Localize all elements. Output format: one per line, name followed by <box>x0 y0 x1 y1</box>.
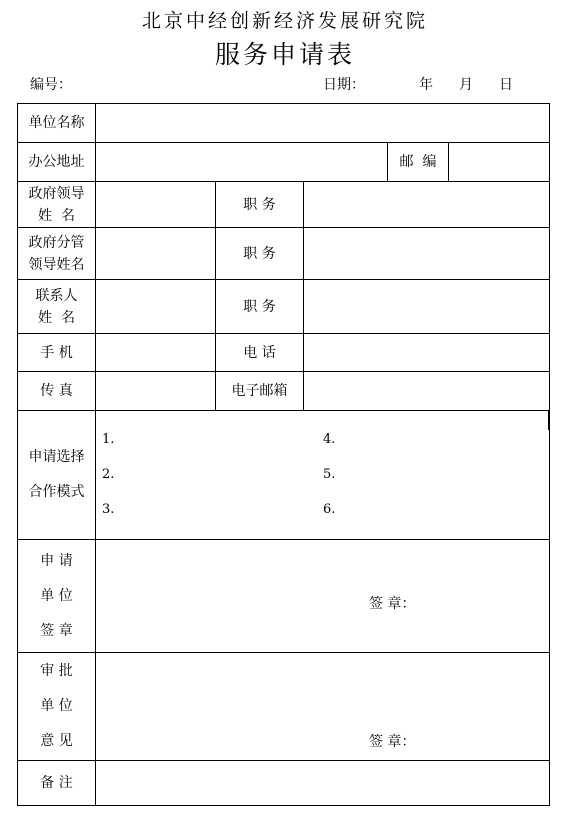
applicant-seal-label <box>18 540 96 653</box>
row-contact <box>18 280 550 334</box>
cooperation-mode-label-line2: 合作模式 <box>28 484 85 500</box>
approval-label <box>18 653 96 761</box>
contact-position-field[interactable] <box>304 280 550 334</box>
row-gov-leader <box>18 182 550 228</box>
applicant-seal-field[interactable] <box>96 540 550 653</box>
row-applicant-seal <box>18 540 550 653</box>
option-1[interactable]: 1. <box>102 432 115 447</box>
application-form-table <box>17 103 550 806</box>
position-label-2: 职 务 <box>216 228 304 280</box>
number-label: 编号： <box>30 77 72 93</box>
gov-deputy-field[interactable] <box>96 228 216 280</box>
applicant-seal-line1: 申 请 <box>40 552 73 569</box>
fax-label: 传 真 <box>18 372 96 411</box>
cooperation-mode-options <box>96 411 550 540</box>
month-label: 月 <box>459 77 473 93</box>
phone-field[interactable] <box>304 334 550 372</box>
row-unit-name <box>18 104 550 143</box>
option-6[interactable]: 6. <box>323 502 336 517</box>
fax-field[interactable] <box>96 372 216 411</box>
applicant-seal-line3: 签 章 <box>40 622 73 639</box>
approval-seal-text: 签 章： <box>369 734 416 750</box>
applicant-seal-text: 签 章： <box>369 596 416 612</box>
phone-label: 电 话 <box>216 334 304 372</box>
gov-leader-label <box>18 182 96 228</box>
gov-deputy-label-line2: 领导姓名 <box>28 256 85 273</box>
postcode-label: 邮 编 <box>388 143 449 182</box>
form-title: 服务申请表 <box>214 40 355 69</box>
mobile-field[interactable] <box>96 334 216 372</box>
year-label: 年 <box>419 77 433 93</box>
approval-label-line1: 审 批 <box>40 663 73 679</box>
office-address-field[interactable] <box>96 143 388 182</box>
position-label-1: 职 务 <box>216 182 304 228</box>
approval-field[interactable] <box>96 653 550 761</box>
option-5[interactable]: 5. <box>323 467 336 482</box>
remarks-field[interactable] <box>96 761 550 806</box>
office-address-label: 办公地址 <box>18 143 96 182</box>
unit-name-label: 单位名称 <box>18 104 96 143</box>
unit-name-field[interactable] <box>96 104 550 143</box>
row-fax <box>18 372 550 411</box>
gov-leader-field[interactable] <box>96 182 216 228</box>
organization-name: 北京中经创新经济发展研究院 <box>141 10 428 32</box>
day-label: 日 <box>499 77 513 93</box>
row-gov-deputy <box>18 228 550 280</box>
cooperation-mode-label-line1: 申请选择 <box>28 449 85 465</box>
row-office-address <box>18 143 550 182</box>
contact-name-field[interactable] <box>96 280 216 334</box>
row-cooperation-mode <box>18 411 550 540</box>
approval-label-line3: 意 见 <box>40 733 73 749</box>
email-label: 电子邮箱 <box>216 372 304 411</box>
remarks-label: 备 注 <box>18 761 96 806</box>
position-label-3: 职 务 <box>216 280 304 334</box>
text-cursor-mark <box>548 411 550 430</box>
row-mobile <box>18 334 550 372</box>
email-field[interactable] <box>304 372 550 411</box>
contact-label-line2: 姓 名 <box>38 309 75 326</box>
date-label: 日期： <box>323 77 365 93</box>
contact-label-line1: 联系人 <box>35 287 78 304</box>
option-3[interactable]: 3. <box>102 502 115 517</box>
mobile-label: 手 机 <box>18 334 96 372</box>
cooperation-mode-label <box>18 411 96 540</box>
postcode-field[interactable] <box>449 143 550 182</box>
gov-deputy-label <box>18 228 96 280</box>
gov-leader-label-line1: 政府领导 <box>28 185 85 202</box>
option-2[interactable]: 2. <box>102 467 115 482</box>
gov-deputy-position-field[interactable] <box>304 228 550 280</box>
gov-leader-position-field[interactable] <box>304 182 550 228</box>
applicant-seal-line2: 单 位 <box>40 587 73 604</box>
gov-leader-label-line2: 姓 名 <box>38 207 75 224</box>
gov-deputy-label-line1: 政府分管 <box>28 234 85 251</box>
row-remarks <box>18 761 550 806</box>
row-approval <box>18 653 550 761</box>
contact-label <box>18 280 96 334</box>
option-4[interactable]: 4. <box>323 432 336 447</box>
approval-label-line2: 单 位 <box>40 698 73 714</box>
